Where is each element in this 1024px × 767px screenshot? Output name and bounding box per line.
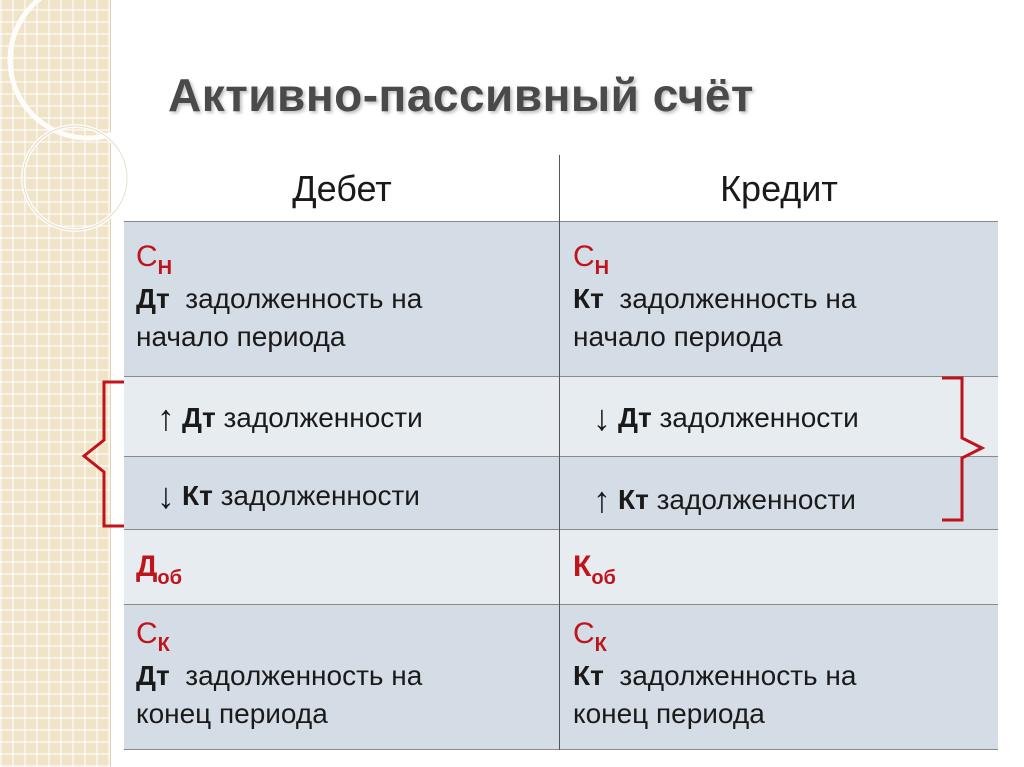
- entry-prefix: Дт: [182, 402, 216, 433]
- balance-symbol: С: [573, 240, 595, 273]
- entry-text-line2: конец периода: [136, 698, 328, 729]
- balance-symbol: С: [136, 240, 158, 273]
- entry-text-line2: начало периода: [136, 321, 346, 352]
- balance-subscript: К: [594, 634, 607, 656]
- entry-prefix: Дт: [136, 283, 170, 314]
- debit-header: Дебет: [292, 168, 392, 209]
- arrow-up-icon: ↑: [593, 479, 611, 520]
- entry-text-line2: конец периода: [573, 698, 765, 729]
- entry-prefix: Дт: [618, 402, 652, 433]
- entry-text: задолженность на: [185, 283, 423, 314]
- right-curly-bracket: [942, 378, 982, 520]
- balance-subscript: Н: [157, 257, 173, 279]
- arrow-down-icon: ↓: [593, 397, 611, 438]
- arrow-up-icon: ↑: [157, 397, 175, 438]
- credit-header: Кредит: [720, 168, 838, 209]
- balance-subscript: К: [157, 634, 170, 656]
- entry-prefix: Кт: [573, 283, 604, 314]
- entry-text-line2: начало периода: [573, 321, 783, 352]
- entry-text: задолженность на: [185, 660, 423, 691]
- entry-prefix: Дт: [136, 660, 170, 691]
- arrow-down-icon: ↓: [157, 475, 175, 516]
- entry-prefix: Кт: [182, 480, 213, 511]
- balance-subscript: Н: [594, 257, 610, 279]
- turnover-symbol: Д: [136, 550, 158, 583]
- entry-text: задолженности: [223, 402, 423, 433]
- turnover-symbol: К: [573, 550, 592, 583]
- turnover-subscript: об: [591, 567, 616, 589]
- slide-title: Активно-пассивный счёт: [168, 69, 754, 121]
- entry-text: задолженности: [220, 480, 420, 511]
- balance-symbol: С: [136, 617, 158, 650]
- entry-prefix: Кт: [573, 660, 604, 691]
- entry-text: задолженности: [659, 402, 859, 433]
- turnover-subscript: об: [157, 567, 182, 589]
- entry-text: задолженности: [656, 484, 856, 515]
- entry-text: задолженность на: [619, 660, 857, 691]
- balance-symbol: С: [573, 617, 595, 650]
- entry-prefix: Кт: [618, 484, 649, 515]
- left-curly-bracket: [84, 382, 124, 526]
- entry-text: задолженность на: [619, 283, 857, 314]
